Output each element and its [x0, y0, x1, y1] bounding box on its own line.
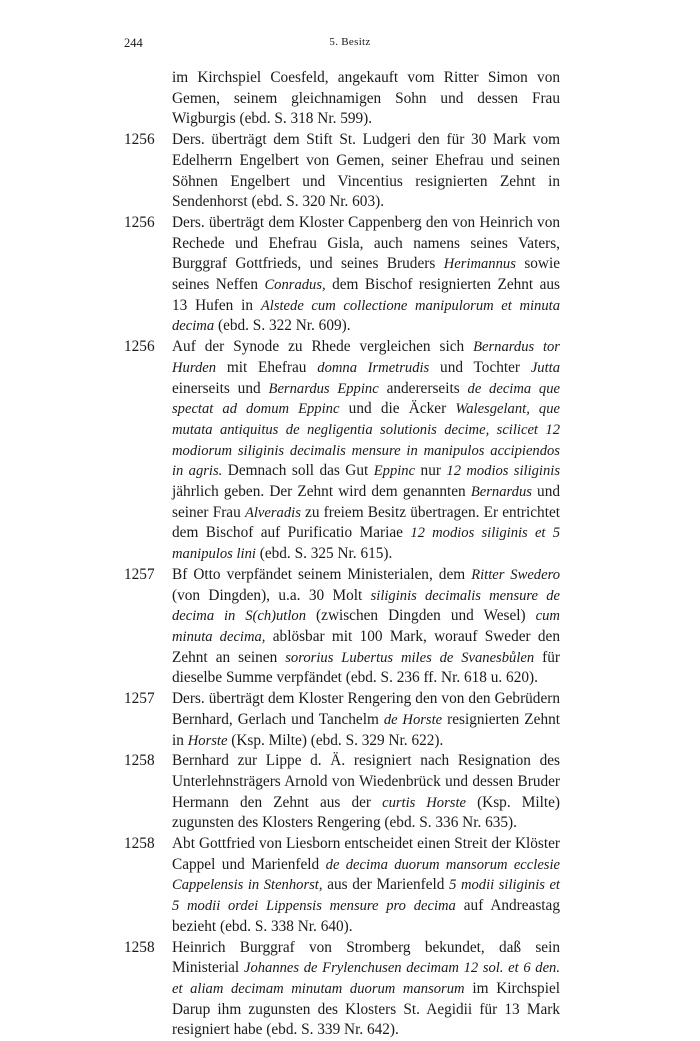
text-run: dem Bischof resignierten Zehnt aus 13 Hufen in [172, 276, 561, 314]
entry [124, 68, 560, 130]
latin-quote: Bernardus Eppinc [268, 380, 379, 397]
latin-quote: 5 modii siliginis et 5 modii ordei Lippensis mensure pro decima [172, 877, 560, 915]
latin-quote: Bernardus [470, 484, 532, 501]
entry-year: 1258 [124, 938, 155, 956]
latin-quote: de decima duorum mansorum ecclesie Cappelensis in Stenhorst, [172, 856, 561, 894]
latin-quote: 12 modios siliginis [446, 463, 561, 480]
text-run: Bf Otto verpfändet seinem Ministerialen, dem [172, 565, 472, 583]
text-run: zu freiem Besitz übertragen. Er entrichtet dem Bischof auf Purificatio Mariae [172, 503, 560, 542]
latin-quote: Conradus, [264, 277, 326, 294]
entry [124, 834, 560, 938]
latin-quote: sororius Lubertus miles de Svanesbůlen [285, 649, 535, 666]
text-run: und seiner Frau [172, 483, 560, 521]
entry [124, 689, 560, 751]
entry-text [172, 130, 560, 213]
text-run: Abt Gottfried von Liesborn entscheidet einen Streit der Klöster Cappel und Marienfeld [172, 835, 560, 873]
text-run: ablösbar mit 100 Mark, worauf Sweder den Zehnt an seinen [172, 627, 560, 666]
latin-quote: siliginis decimalis mensure de decima in S(ch)utlon [172, 587, 560, 625]
text-run: mit Ehefrau [216, 358, 318, 376]
text-run: Ders. überträgt dem Kloster Cappenberg den von Heinrich von Rechede und Ehefrau Gisla, auch namens seines Vaters, Burggraf Gottfrieds, und seines Bruders [172, 213, 560, 273]
entry-text [172, 68, 560, 130]
text-run: auf Andreastag bezieht (ebd. S. 338 Nr. 640). [172, 897, 560, 935]
latin-quote: curtis Horste [382, 794, 466, 811]
entry-text [172, 751, 560, 834]
latin-quote: Ritter Swedero [471, 566, 561, 583]
text-run: (Ksp. Milte) (ebd. S. 329 Nr. 622). [227, 731, 444, 749]
entry [124, 213, 560, 337]
text-run: (Ksp. Milte) zugunsten des Klosters Rengering (ebd. S. 336 Nr. 635). [172, 793, 560, 832]
text-run: Heinrich Burggraf von Stromberg bekundet, daß sein Ministerial [172, 938, 560, 977]
entry-list [124, 68, 560, 1041]
latin-quote: Horste [187, 732, 228, 749]
latin-quote: de decima que spectat ad domum Eppinc [172, 380, 560, 418]
text-run: für dieselbe Summe verpfändet (ebd. S. 236 ff. Nr. 618 u. 620). [172, 648, 561, 687]
text-run: Demnach soll das Gut [222, 462, 374, 480]
latin-quote: Walesgelant, que mutata antiquitus de negligentia solutionis decime, scilicet 12 modiorum siliginis decimalis mensure in manipulos accipiendos in agris. [172, 401, 560, 480]
text-run: und Tochter [429, 358, 531, 376]
entry-year: 1256 [124, 338, 155, 356]
text-run: resignierten Zehnt in [172, 710, 560, 749]
entry [124, 130, 560, 213]
text-run: (ebd. S. 325 Nr. 615). [255, 545, 393, 563]
text-run: andererseits [378, 379, 468, 397]
entry [124, 565, 560, 689]
text-run: jährlich geben. Der Zehnt wird dem genannten [172, 483, 471, 501]
page-number: 244 [124, 36, 143, 50]
entry-text [172, 213, 560, 337]
latin-quote: Alstede cum collectione manipulorum et minuta decima [172, 297, 560, 335]
text-run: Auf der Synode zu Rhede vergleichen sich [172, 338, 474, 356]
entry-text [172, 834, 560, 938]
latin-quote: Johannes de Frylenchusen decimam 12 sol. et 6 den. et aliam decimam minutam duorum mansorum [172, 960, 561, 997]
text-run: (ebd. S. 322 Nr. 609). [214, 317, 351, 335]
entry-year: 1257 [124, 565, 155, 583]
entry-text [172, 689, 560, 751]
latin-quote: Alveradis [244, 504, 301, 521]
text-run: einerseits und [172, 379, 269, 397]
latin-quote: Bernardus tor Hurden [172, 339, 560, 376]
entry-year: 1258 [124, 752, 155, 770]
text-run: (zwischen Dingden und Wesel) [306, 607, 536, 625]
latin-quote: Eppinc [373, 463, 416, 480]
latin-quote: de Horste [383, 711, 443, 728]
text-run: Ders. überträgt dem Kloster Rengering den von den Gebrüdern Bernhard, Gerlach und Tanchelm [172, 690, 560, 728]
section-title: 5. Besitz [329, 36, 371, 48]
entry-year: 1256 [124, 213, 155, 231]
text-run: aus der Marienfeld [322, 876, 450, 894]
entry-text [172, 337, 560, 565]
running-head [0, 36, 700, 52]
text-run: sowie seines Neffen [172, 255, 561, 294]
latin-quote: Herimannus [443, 256, 516, 273]
entry [124, 337, 560, 565]
text-run: im Kirchspiel Coesfeld, angekauft vom Ritter Simon von Gemen, seinem gleichnamigen Sohn und dessen Frau Wigburgis (ebd. S. 318 Nr. 599). [172, 69, 560, 128]
entry-year: 1256 [124, 131, 155, 149]
latin-quote: 12 modios siliginis et 5 manipulos lini [172, 525, 560, 563]
text-run: nur [415, 462, 447, 480]
text-run: (von Dingden), u.a. 30 Molt [172, 586, 371, 604]
text-run: Bernhard zur Lippe d. Ä. resigniert nach Resignation des Unterlehnsträgers Arnold von Wiedenbrück und dessen Bruder Hermann den Zehnt aus der [172, 752, 560, 811]
text-run: Ders. überträgt dem Stift St. Ludgeri den für 30 Mark vom Edelherrn Engelbert von Gemen, seiner Ehefrau und seinen Söhnen Engelbert und Vincentius resignierten Zehnt in Sendenhorst (ebd. S. 320 Nr. 603). [172, 131, 560, 211]
text-run: und die Äcker [339, 400, 456, 418]
entry [124, 751, 560, 834]
entry-text [172, 938, 560, 1041]
latin-quote: cum minuta decima, [172, 608, 560, 645]
text-run: im Kirchspiel Darup ihm zugunsten des Klosters St. Aegidii für 13 Mark resigniert habe (ebd. S. 339 Nr. 642). [172, 979, 560, 1039]
latin-quote: domna Irmetrudis [317, 359, 430, 376]
entry-year: 1258 [124, 835, 155, 853]
latin-quote: Jutta [530, 359, 561, 376]
entry-text [172, 565, 560, 689]
entry-year: 1257 [124, 690, 155, 708]
entry [124, 938, 560, 1041]
